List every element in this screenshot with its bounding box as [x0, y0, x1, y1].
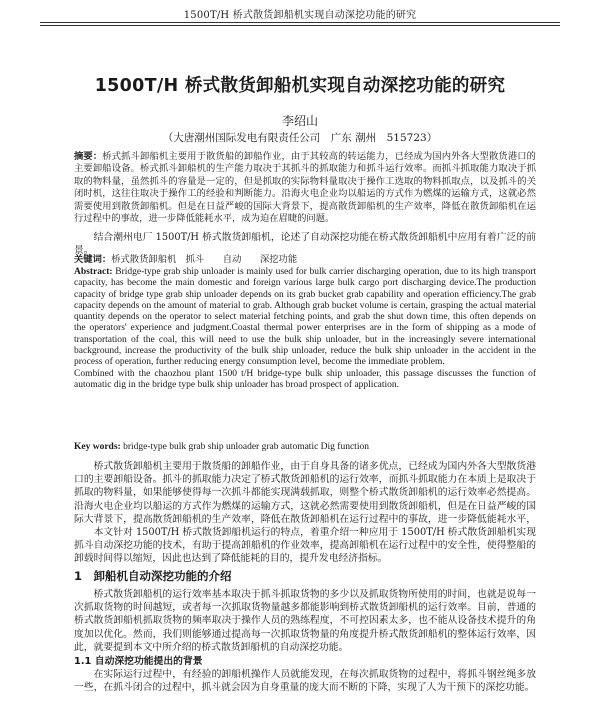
author-name: 李绍山 [281, 114, 318, 128]
keywords-cn-text: 桥式散货卸船机 抓斗 自动 深挖功能 [111, 254, 298, 265]
keywords-en-text: bridge-type bulk grab ship unloader grab automatic Dig function [123, 442, 369, 452]
header-rule-bottom [40, 25, 560, 26]
abstract-cn-label: 摘要： [74, 151, 103, 162]
body-paragraph-1: 桥式散货卸船机主要用于散货船的卸船作业，由于自身具备的诸多优点，已经成为国内外各大型散货港口的主要卸船设备。抓斗的抓取能力决定了桥式散货卸船机的运行效率，而抓斗抓取能力在本质上是取决于抓取的物料量，如果能够使得每一次抓斗都能实现满载抓取，则整个桥式散货卸船机的运行效率必然提高。沿海火电企业均以船运的方式作为燃煤的运输方式，这就必然需要使用到散货卸船机，但是在日益严峻的国际大背景下，提高散货卸船机的生产效率，降低在散货卸船机在运行过程中的事故，进一步降低能耗水平， [74, 461, 536, 525]
abstract-en-text: Bridge-type grab ship unloader is mainly used for bulk carrier discharging operation, due to its high transport capacity, has become the main domestic and foreign various large bulk cargo port discharging device.The production capacity of bridge type grab ship unloader depends on its grab bucket grab capability and operation efficiency.The grab capacity depends on the amount of material to grab. Although grab bucket volume is certain, grasping the actual material quantity depends on the operator to select material fetching points, and grab the shut down time, this often depends on the operators' experience and judgment.Coastal thermal power enterprises are in the form of shipping as a mode of transportation of the coal, this will need to use the bulk ship unloader, but in the increasingly severe international background, increase the productivity of the bulk ship unloader, reduce the bulk ship unloader in the accident in the process of operation, further reducing energy consumption level, become the immediate problem. [74, 267, 536, 368]
author-affiliation: （大唐潮州国际发电有限责任公司 广东 潮州 515723） [162, 132, 438, 144]
keywords-en-label: Key words: [74, 442, 121, 452]
header-rule-top [40, 22, 560, 23]
abstract-en-label: Abstract: [74, 267, 113, 277]
abstract-en-continued: Combined with the chaozhou plant 1500 t/H bridge-type bulk ship unloader, this passage discusses the function of automatic dig in the bridge type bulk ship unloader has broad prospect of application. [74, 368, 536, 390]
paper-title: 1500T/H 桥式散货卸船机实现自动深挖功能的研究 [94, 76, 506, 96]
keywords-en [74, 442, 536, 455]
subsection-heading-1-1: 1.1 自动深挖功能提出的背景 [74, 656, 203, 667]
abstract-en [74, 267, 536, 425]
abstract-cn-continued: 结合潮州电厂 1500T/H 桥式散货卸船机，论述了自动深挖功能在桥式散货卸船机中应用有着广泛的前景。 [74, 232, 536, 257]
abstract-cn-text: 桥式抓斗卸船机主要用于散货船的卸船作业，由于其较高的转运能力，已经成为国内外各大型散货港口的主要卸船设备。桥式抓斗卸船机的生产能力取决于其抓斗的抓取能力和抓斗运行效率。而抓斗抓取能力取决于抓取的物料量，虽然抓斗的容量是一定的，但是抓取的实际物料量取决于操作工选取的物料抓取点，以及抓斗的关闭时机，这往往取决于操作工的经验和判断能力。沿海火电企业均以船运的方式作为燃煤的运输方式，这就必然需要使用到散货卸船机。但是在日益严峻的国际大背景下，提高散货卸船机的生产效率，降低在散货卸船机在运行过程中的事故，进一步降低能耗水平，成为迫在眉睫的问题。 [74, 151, 536, 225]
abstract-cn [74, 151, 536, 225]
body-paragraph-4: 在实际运行过程中，有经验的卸船机操作人员就能发现，在每次抓取货物的过程中，将抓斗钢丝绳多放一些，在抓斗闭合的过程中，抓斗就会因为自身重量的庞大而不断的下降，实现了人为干预下的深挖功能。 [74, 669, 536, 694]
body-paragraph-2: 本文针对 1500T/H 桥式散货卸船机运行的特点，着重介绍一种应用于 1500T/H 桥式散货卸船机实现抓斗自动深挖功能的技术，有助于提高卸船机的作业效率，提高卸船机在运行过程中的安全性，使得整船的卸载时间得以缩短，因此也达到了降低能耗的目的，提升发电经济指标。 [74, 527, 536, 565]
keywords-cn [74, 254, 536, 267]
keywords-cn-label: 关键词： [74, 254, 112, 265]
section-heading-1: 1 卸船机自动深挖功能的介绍 [74, 569, 232, 583]
running-head: 1500T/H 桥式散货卸船机实现自动深挖功能的研究 [183, 10, 417, 21]
body-paragraph-3: 桥式散货卸船机的运行效率基本取决于抓斗抓取货物的多少以及抓取货物所使用的时间，也就是说每一次抓取货物的时间越短，或者每一次抓取货物量越多都能影响到桥式散货卸船机的运行效率。目前，普通的桥式散货卸船机抓取货物的频率取决于操作人员的熟练程度，不可控因素太多，也不能从设备技术提升的角度加以优化。然而，我们则能够通过提高每一次抓取货物量的角度提升桥式散货卸船机的整体运行效率，因此，就要提到本文中所介绍的桥式散货卸船机的自动深挖功能。 [74, 589, 536, 653]
